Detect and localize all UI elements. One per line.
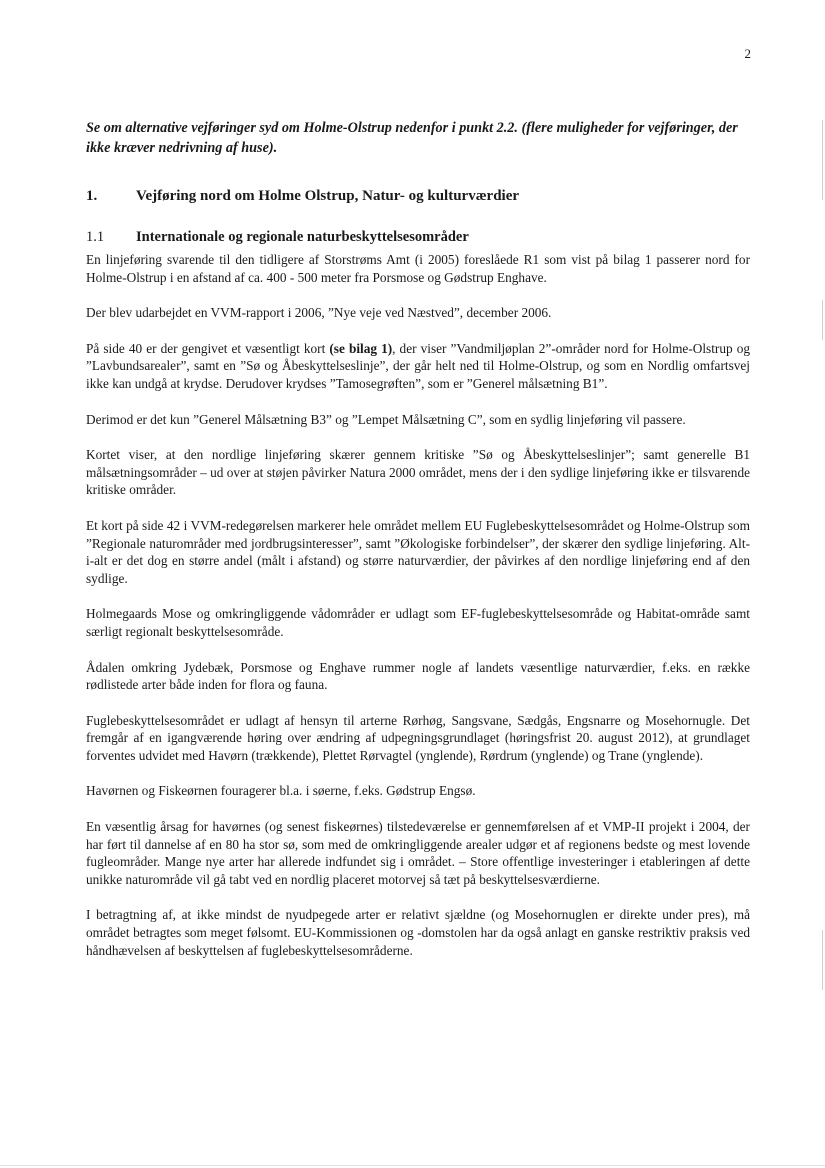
section-1-1-number: 1.1: [86, 229, 105, 245]
scan-bottom-edge: [0, 1165, 825, 1166]
paragraph-2: Der blev udarbejdet en VVM-rapport i 2006, ”Nye veje ved Næstved”, december 2006.: [86, 305, 552, 321]
paragraph-3: [86, 340, 750, 393]
paragraph-9: Fuglebeskyttelsesområdet er udlagt af hensyn til arterne Rørhøg, Sangsvane, Sædgås, Engsnarre og Mosehornugle. Det fremgår af en igangværende høring over ændring af udpegningsgrundlaget (høringsfrist 20. august 2012), at grundlaget forventes udvidet med Havørn (trækkende), Plettet Rørvagtel (ynglende), Rørdrum (ynglende) og Trane (ynglende).: [86, 712, 750, 763]
paragraph-3-part-c: , der viser ”Vandmiljøplan 2”-områder nord for Holme-Olstrup og ”Lavbundsarealer”, samt en ”Sø og Åbeskyttelseslinje”, der går helt ned til Holme-Olstrup, og som en Nordlig omfartsvej ikke kan undgå at krydse. Derudover krydses ”Tamosegrøften”, som er ”Generel målsætning B1”.: [86, 340, 750, 391]
paragraph-11: En væsentlig årsag for havørnes (og senest fiskeørnes) tilstedeværelse er gennemførelsen af et VMP-II projekt i 2004, der har ført til dannelse af en 80 ha stor sø, som med de omkringliggende arealer udgør et af regionens bedste og mest lovende fugleområder. Mange nye arter har allerede indfundet sig i området. – Store offentlige investeringer i etableringen af dette unikke naturområde vil gå tabt ved en nordlig placeret motorvej så tæt på beskyttelsesværdierne.: [86, 819, 750, 887]
paragraph-4: Derimod er det kun ”Generel Målsætning B3” og ”Lempet Målsætning C”, som en sydlig linjeføring vil passere.: [86, 411, 686, 427]
section-1-heading: [86, 188, 519, 205]
paragraph-5: Kortet viser, at den nordlige linjeføring skærer gennem kritiske ”Sø og Åbeskyttelseslinjer”; samt generelle B1 målsætningsområder – ud over at støjen påvirker Natura 2000 området, mens der i den sydlige linjeføring ikke er tilsvarende kritiske områder.: [86, 447, 750, 498]
paragraph-12: I betragtning af, at ikke mindst de nyudpegede arter er relativt sjældne (og Mosehornuglen er direkte under pres), må området betragtes som meget følsomt. EU-Kommissionen og -domstolen har da også anlagt en ganske restriktiv praksis ved håndhævelsen af beskyttelsen af fuglebeskyttelsesområderne.: [86, 907, 750, 958]
bilag-reference: (se bilag 1): [329, 340, 393, 356]
paragraph-3-part-a: På side 40 er der gengivet et væsentligt kort: [86, 340, 330, 356]
scan-edge-mark: [822, 930, 823, 990]
section-1-title: Vejføring nord om Holme Olstrup, Natur- og kulturværdier: [136, 188, 520, 204]
section-1-1-title: Internationale og regionale naturbeskyttelsesområder: [136, 229, 469, 245]
scan-edge-mark: [822, 120, 823, 200]
intro-note: Se om alternative vejføringer syd om Holme-Olstrup nedenfor i punkt 2.2. (flere muligheder for vejføringer, der ikke kræver nedrivning af huse).: [86, 120, 738, 156]
paragraph-7: Holmegaards Mose og omkringliggende vådområder er udlagt som EF-fuglebeskyttelsesområde og Habitat-område samt særligt regionalt beskyttelsesområde.: [86, 606, 750, 639]
paragraph-1: En linjeføring svarende til den tidligere af Storstrøms Amt (i 2005) foreslåede R1 som vist på bilag 1 passerer nord for Holme-Olstrup i en afstand af ca. 400 - 500 meter fra Porsmose og Gødstrup Enghave.: [86, 252, 750, 285]
paragraph-6: Et kort på side 42 i VVM-redegørelsen markerer hele området mellem EU Fuglebeskyttelsesområdet og Holme-Olstrup som ”Regionale naturområder med jordbrugsinteresser”, samt ”Økologiske forbindelser”, der skærer den sydlige linjeføring. Alt-i-alt er det dog en større andel (målt i afstand) og større naturværdier, der påvirkes af den nordlige linjeføring end af den sydlige.: [86, 517, 750, 586]
body-text: [86, 251, 750, 977]
page-number: 2: [744, 46, 751, 61]
scan-edge-mark: [822, 300, 823, 340]
section-1-1-heading: [86, 229, 469, 246]
paragraph-10: Havørnen og Fiskeørnen fouragerer bl.a. i søerne, f.eks. Gødstrup Engsø.: [86, 783, 476, 799]
paragraph-8: Ådalen omkring Jydebæk, Porsmose og Enghave rummer nogle af landets væsentlige naturværdier, f.eks. en række rødlistede arter både inden for flora og fauna.: [86, 659, 750, 693]
section-1-number: 1.: [86, 188, 98, 204]
